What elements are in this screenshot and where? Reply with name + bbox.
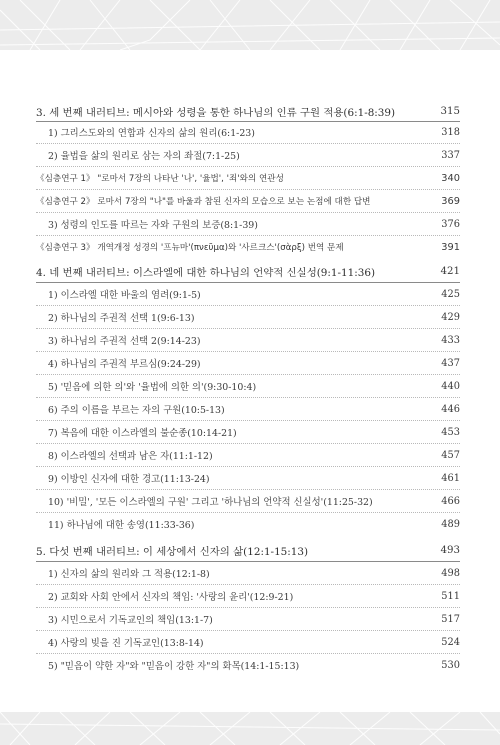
page-number: 524	[441, 636, 460, 648]
divider	[36, 351, 460, 352]
entry-title: 4) 사랑의 빚을 진 기독교인(13:8-14)	[48, 638, 204, 649]
divider	[36, 653, 460, 654]
toc-section-5[interactable]	[36, 540, 460, 560]
entry-title: 4. 네 번째 내러티브: 이스라엘에 대한 하나님의 언약적 신실성(9:1-11:36)	[36, 266, 376, 279]
page-number: 493	[440, 544, 460, 556]
divider	[36, 143, 460, 144]
page-number: 376	[441, 218, 460, 230]
entry-title: 1) 이스라엘 대한 바울의 염려(9:1-5)	[48, 290, 201, 301]
toc-entry[interactable]	[36, 353, 460, 373]
entry-title: 2) 교회와 사회 안에서 신자의 책임: '사랑의 윤리'(12:9-21)	[48, 592, 294, 603]
toc-entry[interactable]	[36, 586, 460, 606]
entry-title: 1) 신자의 삶의 원리와 그 적용(12:1-8)	[48, 569, 210, 580]
toc-entry[interactable]	[36, 145, 460, 165]
page-number: 511	[441, 590, 460, 602]
page-number: 440	[441, 380, 460, 392]
entry-title: 4) 하나님의 주권적 부르심(9:24-29)	[48, 359, 201, 370]
page-number: 489	[441, 518, 460, 530]
toc-entry[interactable]	[36, 514, 460, 534]
toc-entry[interactable]	[36, 422, 460, 442]
toc-entry[interactable]	[36, 399, 460, 419]
entry-title: 《심층연구 2》 로마서 7장의 "나"를 바울과 참된 신자의 모습으로 보는 논점에 대한 답변	[36, 197, 371, 207]
toc-entry[interactable]	[36, 632, 460, 652]
page-number: 530	[441, 659, 460, 671]
divider	[36, 282, 460, 283]
entry-title: 2) 하나님의 주권적 선택 1(9:6-13)	[48, 313, 195, 324]
page-number: 369	[441, 195, 460, 207]
entry-title: 11) 하나님에 대한 송영(11:33-36)	[48, 520, 195, 531]
divider	[36, 328, 460, 329]
entry-title: 10) '비밀', '모든 이스라엘의 구원' 그리고 '하나님의 언약적 신실성'(11:25-32)	[48, 497, 373, 508]
entry-title: 3. 세 번째 내러티브: 메시아와 성령을 통한 하나님의 인류 구원 적용(6:1-8:39)	[36, 106, 396, 119]
entry-title: 8) 이스라엘의 선택과 남은 자(11:1-12)	[48, 451, 213, 462]
page-number: 453	[441, 426, 460, 438]
page-number: 318	[441, 126, 460, 138]
divider	[36, 374, 460, 375]
page-number: 498	[441, 567, 460, 579]
toc-entry[interactable]	[36, 655, 460, 675]
page-number: 461	[441, 472, 460, 484]
divider	[36, 512, 460, 513]
divider	[36, 443, 460, 444]
entry-title: 6) 주의 이름을 부르는 자의 구원(10:5-13)	[48, 405, 225, 416]
footer-pattern-band	[0, 712, 500, 745]
divider	[36, 189, 460, 190]
geometric-pattern-icon	[0, 712, 500, 745]
toc-entry[interactable]	[36, 307, 460, 327]
page-number: 421	[440, 265, 460, 277]
entry-title: 3) 성령의 인도를 따르는 자와 구원의 보증(8:1-39)	[48, 220, 258, 231]
entry-title: 9) 이방인 신자에 대한 경고(11:13-24)	[48, 474, 210, 485]
divider	[36, 561, 460, 562]
toc-deep-study[interactable]	[36, 191, 460, 211]
page-number: 315	[440, 105, 460, 117]
toc-entry[interactable]	[36, 214, 460, 234]
toc-entry[interactable]	[36, 122, 460, 142]
divider	[36, 489, 460, 490]
entry-title: 《심층연구 3》 개역개정 성경의 '프뉴마'(πνεῦμα)와 '사르크스'(σὰρξ) 번역 문제	[36, 243, 344, 253]
page-number: 425	[441, 288, 460, 300]
toc-deep-study[interactable]	[36, 168, 460, 188]
divider	[36, 305, 460, 306]
toc-section-4[interactable]	[36, 261, 460, 281]
page-number: 457	[441, 449, 460, 461]
page-number: 337	[441, 149, 460, 161]
toc-entry[interactable]	[36, 284, 460, 304]
toc-entry[interactable]	[36, 445, 460, 465]
toc-section-3[interactable]	[36, 101, 460, 121]
toc-entry[interactable]	[36, 491, 460, 511]
divider	[36, 584, 460, 585]
divider	[36, 166, 460, 167]
toc-entry[interactable]	[36, 330, 460, 350]
page-number: 340	[441, 172, 460, 184]
divider	[36, 466, 460, 467]
divider	[36, 607, 460, 608]
divider	[36, 212, 460, 213]
toc-entry[interactable]	[36, 563, 460, 583]
entry-title: 3) 시민으로서 기독교인의 책임(13:1-7)	[48, 615, 213, 626]
entry-title: 《심층연구 1》 "로마서 7장의 나타난 '나', '율법', '죄'와의 연관성	[36, 174, 284, 184]
entry-title: 1) 그리스도와의 연합과 신자의 삶의 원리(6:1-23)	[48, 128, 255, 139]
divider	[36, 397, 460, 398]
entry-title: 5) '믿음에 의한 의'와 '율법에 의한 의'(9:30-10:4)	[48, 382, 257, 393]
entry-title: 5. 다섯 번째 내러티브: 이 세상에서 신자의 삶(12:1-15:13)	[36, 545, 309, 558]
page-number: 517	[441, 613, 460, 625]
entry-title: 2) 율법을 삶의 원리로 삼는 자의 좌절(7:1-25)	[48, 151, 240, 162]
entry-title: 7) 복음에 대한 이스라엘의 불순종(10:14-21)	[48, 428, 237, 439]
page-number: 437	[441, 357, 460, 369]
page-number: 446	[441, 403, 460, 415]
divider	[36, 630, 460, 631]
entry-title: 5) "믿음이 약한 자"와 "믿음이 강한 자"의 화목(14:1-15:13)	[48, 661, 300, 672]
page-number: 466	[441, 495, 460, 507]
toc-entry[interactable]	[36, 609, 460, 629]
page-number: 433	[441, 334, 460, 346]
page-number: 429	[441, 311, 460, 323]
divider	[36, 420, 460, 421]
page-number: 391	[441, 241, 460, 253]
spacer	[36, 236, 460, 256]
toc-entry[interactable]	[36, 376, 460, 396]
entry-title: 3) 하나님의 주권적 선택 2(9:14-23)	[48, 336, 201, 347]
toc-entry[interactable]	[36, 468, 460, 488]
